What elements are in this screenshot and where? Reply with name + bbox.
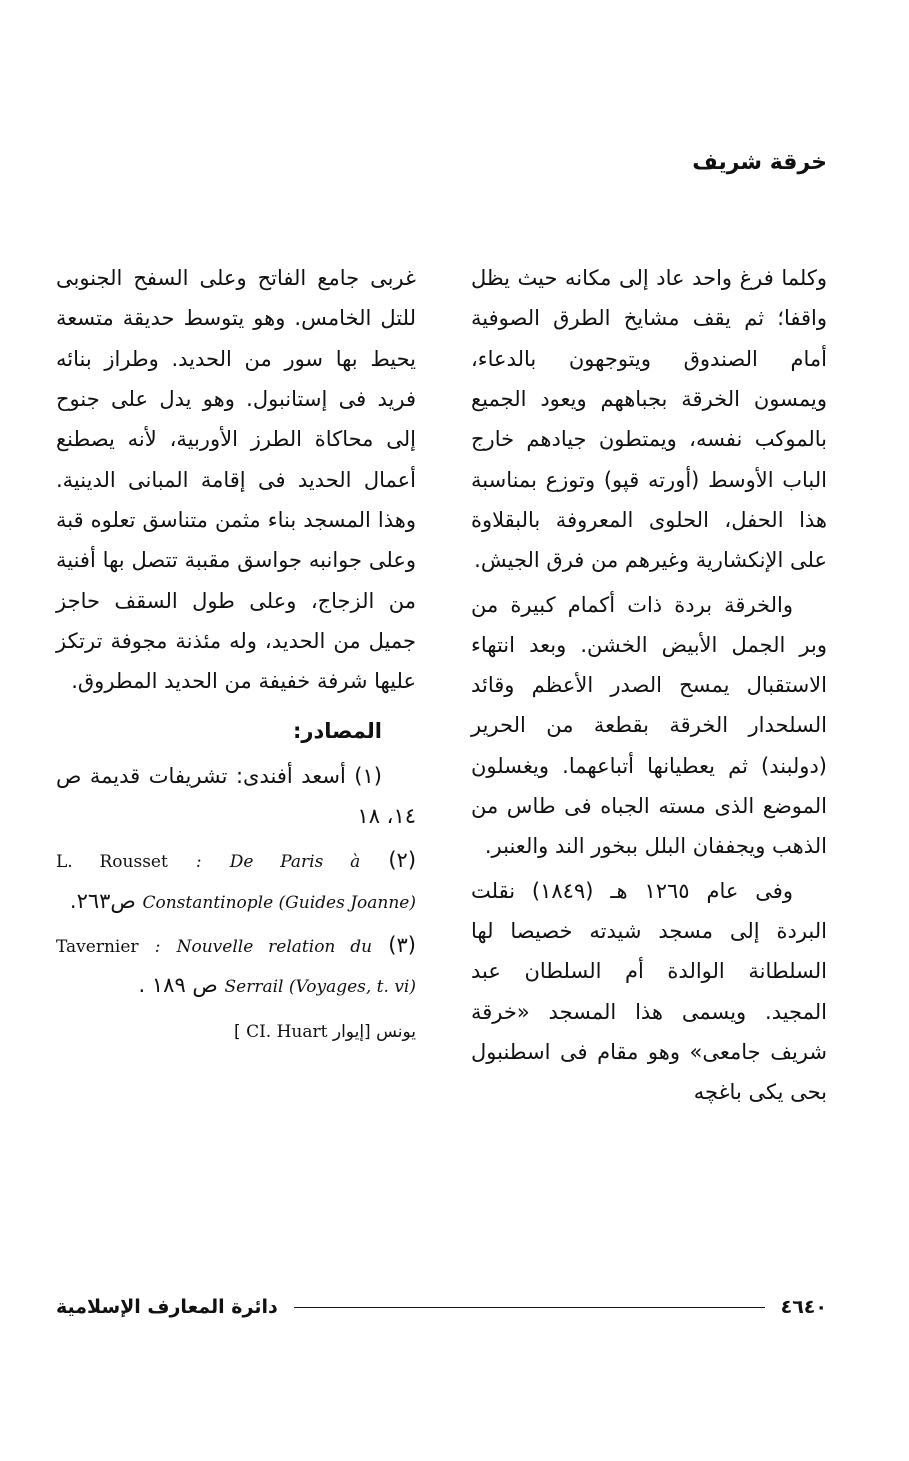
author-arabic: يونس [إيوار [332, 1021, 416, 1042]
source-3-author: Tavernier [56, 937, 139, 957]
source-3-page: ص ١٨٩ . [138, 973, 218, 998]
page-number: ٤٦٤٠ [780, 1296, 827, 1318]
source-2-number: (٢) [388, 848, 417, 873]
source-3-title: Nouvelle relation du Serrail (Voyages, t. vi) [176, 937, 416, 998]
author-latin: CI. Huart [246, 1021, 328, 1042]
paragraph-4: غربى جامع الفاتح وعلى السفح الجنوبى للتل الخامس. وهو يتوسط حديقة متسعة يحيط بها سور من الحديد. وطراز بنائه فريد فى إستانبول. وهو يدل على جنوح إلى محاكاة الطرز الأوربية، لأنه يصطنع أعمال الحديد فى إقامة المبانى الدينية. وهذا المسجد بناء مثمن متناسق تعلوه قبة وعلى جوانبه جواسق مقببة تتصل بها أفنية من الزجاج، وعلى طول السقف حاجز جميل من الحديد، وله مئذنة مجوفة ترتكز عليها شرفة خفيفة من الحديد المطروق. [56, 266, 416, 694]
source-2-page: ص٢٦٣. [69, 888, 136, 913]
footer-journal-title: دائرة المعارف الإسلامية [56, 1296, 278, 1318]
sources-title: المصادر: [292, 719, 382, 744]
page-footer [56, 1292, 827, 1322]
source-3-colon: : [154, 937, 161, 957]
source-2-author: L. Rousset [56, 852, 168, 873]
source-2-title: De Paris à Constantinople (Guides Joanne) [142, 852, 416, 913]
source-1: (١) أسعد أفندى: تشريفات قديمة ص ١٤، ١٨ [56, 763, 416, 829]
source-2 [56, 840, 416, 921]
source-2-colon: : [195, 852, 202, 873]
article-author [56, 1016, 416, 1049]
running-header: خرقة شريف [692, 150, 827, 175]
source-3 [56, 925, 416, 1006]
paragraph-2: والخرقة بردة ذات أكمام كبيرة من وبر الجمل الأبيض الخشن. وبعد انتهاء الاستقبال يمسح الصدر الأعظم وقائد السلحدار الخرقة بقطعة من الحرير (دولبند) ثم يعطيانها أتباعهما. ويغسلون الموضع الذى مسته الجباه فى طاس من الذهب ويجففان البلل ببخور الند والعنبر. [471, 592, 827, 859]
paragraph-1: وكلما فرغ واحد عاد إلى مكانه حيث يظل واقفا؛ ثم يقف مشايخ الطرق الصوفية أمام الصندوق ويتوجهون بالدعاء، ويمسون الخرقة بجباههم ويعود الجميع بالموكب نفسه، ويمتطون جيادهم خارج الباب الأوسط (أورته قپو) وتوزع بمناسبة هذا الحفل، الحلوى المعروفة بالبقلاوة على الإنكشارية وغيرهم من فرق الجيش. [471, 266, 827, 573]
source-3-number: (٣) [388, 933, 416, 957]
footer-rule [294, 1307, 765, 1308]
paragraph-3: وفى عام ١٢٦٥ هـ (١٨٤٩) نقلت البردة إلى مسجد شيدته خصيصا لها السلطانة الوالدة أم السلطان عبد المجيد. ويسمى هذا المسجد «خرقة شريف جامعى» وهو مقام فى اسطنبول بحى يكى باغچه [471, 878, 827, 1105]
right-column [471, 258, 827, 1117]
author-close: ] [234, 1021, 241, 1042]
left-column [56, 258, 416, 1052]
